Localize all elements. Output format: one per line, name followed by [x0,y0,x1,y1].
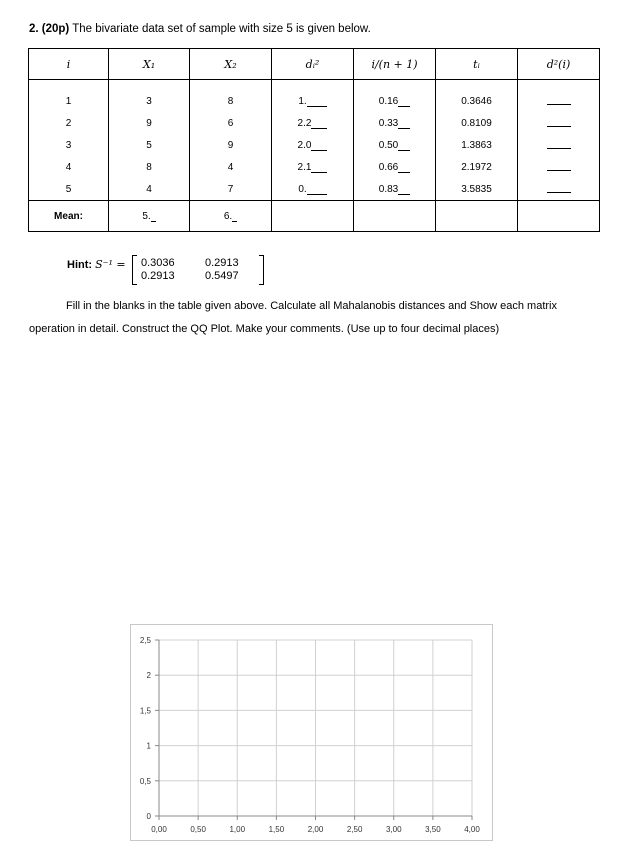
hint-label: Hint: [67,259,93,271]
blank-line [547,94,571,105]
prob-value: 0.83 [378,184,399,195]
blank-line [232,210,237,222]
matrix-cell: 0.3036 [141,257,175,269]
gap-cell [272,80,354,91]
data-table [28,48,600,232]
mean-empty [354,201,436,232]
cell-x2: 6 [190,112,272,134]
cell-d2 [272,112,354,134]
cell-d2-ordered [518,112,600,134]
cell-t: 0.8109 [436,112,518,134]
cell-d2-ordered [518,134,600,156]
matrix-cell: 0.2913 [141,270,175,282]
cell-i: 4 [29,156,109,178]
x-tick-label: 0,00 [151,825,167,834]
gap-cell [518,80,600,91]
cell-x2: 9 [190,134,272,156]
cell-i: 5 [29,178,109,201]
cell-prob [354,134,436,156]
mean-row [29,201,600,232]
cell-x2: 8 [190,90,272,112]
chart-border [131,625,493,841]
y-tick-label: 0,5 [139,776,151,786]
cell-x1: 5 [109,134,190,156]
mean-empty [518,201,600,232]
x-tick-label: 1,00 [229,825,246,834]
cell-prob [354,178,436,201]
cell-t: 1.3863 [436,134,518,156]
blank-line [151,210,156,222]
x-tick-label: 4,00 [464,825,480,834]
d2-value: 0. [298,184,307,195]
mean-label: Mean: [29,201,109,232]
prob-value: 0.50 [378,140,399,151]
table-gap-row [29,80,600,91]
cell-d2 [272,178,354,201]
blank-line [307,95,327,107]
blank-line [398,161,410,173]
gap-cell [436,80,518,91]
mean-empty [272,201,354,232]
blank-line [311,161,327,173]
mean-x2-value: 6. [223,211,233,222]
cell-d2-ordered [518,90,600,112]
cell-prob [354,156,436,178]
x-tick-label: 2,00 [307,825,324,834]
y-tick-label: 2,5 [139,636,151,645]
table-row [29,178,600,201]
blank-line [311,139,327,151]
blank-line [311,117,327,129]
matrix-cell: 0.5497 [205,270,239,282]
cell-i: 2 [29,112,109,134]
blank-line [398,183,410,195]
instructions-line-1: Fill in the blanks in the table given above. Calculate all Mahalanobis distances and Show each matrix [66,300,558,312]
d2-value: 2.2 [297,118,312,129]
table-row [29,90,600,112]
cell-x1: 9 [109,112,190,134]
header-prob: i/(n + 1) [354,49,436,80]
cell-x2: 4 [190,156,272,178]
qq-plot-chart [130,624,494,842]
cell-d2 [272,90,354,112]
cell-prob [354,112,436,134]
y-tick-label: 0 [146,812,151,821]
cell-t: 3.5835 [436,178,518,201]
header-t: tᵢ [436,49,518,80]
table-row [29,112,600,134]
header-d2: dᵢ² [272,49,354,80]
matrix-cell: 0.2913 [205,257,239,269]
y-tick-label: 1 [146,741,151,751]
prob-value: 0.16 [378,96,399,107]
question-text: The bivariate data set of sample with size 5 is given below. [72,23,371,35]
instructions-line-2: operation in detail. Construct the QQ Plot. Make your comments. (Use up to four decimal places) [29,323,500,335]
gap-cell [190,80,272,91]
cell-d2 [272,156,354,178]
question-number: 2. (20p) [29,23,70,35]
table-row [29,134,600,156]
blank-line [547,160,571,171]
blank-line [398,139,410,151]
inverse-covariance-matrix [132,255,264,285]
mean-empty [436,201,518,232]
d2-value: 1. [298,96,307,107]
hint [67,258,126,271]
y-tick-label: 2 [146,671,151,681]
prob-value: 0.33 [378,118,399,129]
cell-x1: 4 [109,178,190,201]
cell-d2-ordered [518,156,600,178]
table-row [29,156,600,178]
x-tick-label: 1,50 [268,825,285,834]
prob-value: 0.66 [378,162,399,173]
x-tick-label: 2,50 [346,825,363,834]
header-x1: X₁ [109,49,190,80]
cell-t: 0.3646 [436,90,518,112]
table-header-row [29,49,600,80]
question-title [29,23,371,35]
blank-line [398,117,410,129]
cell-d2 [272,134,354,156]
header-x2: X₂ [190,49,272,80]
d2-value: 2.0 [297,140,312,151]
x-tick-label: 0,50 [190,825,206,834]
gap-cell [109,80,190,91]
gap-cell [354,80,436,91]
cell-i: 3 [29,134,109,156]
cell-x2: 7 [190,178,272,201]
blank-line [307,183,327,195]
x-tick-label: 3,50 [425,825,441,834]
gap-cell [29,80,109,91]
cell-t: 2.1972 [436,156,518,178]
blank-line [398,95,410,107]
mean-x1-value: 5. [142,211,151,222]
mean-x1 [109,201,190,232]
x-tick-label: 3,00 [385,825,402,834]
cell-prob [354,90,436,112]
hint-lhs: S⁻¹ = [95,258,126,271]
blank-line [547,182,571,193]
d2-value: 2.1 [297,162,312,173]
y-tick-label: 1,5 [139,706,151,716]
cell-i: 1 [29,90,109,112]
header-d2-ordered: d²(i) [518,49,600,80]
mean-x2 [190,201,272,232]
cell-d2-ordered [518,178,600,201]
blank-line [547,116,571,127]
cell-x1: 8 [109,156,190,178]
blank-line [547,138,571,149]
cell-x1: 3 [109,90,190,112]
header-i: i [29,49,109,80]
